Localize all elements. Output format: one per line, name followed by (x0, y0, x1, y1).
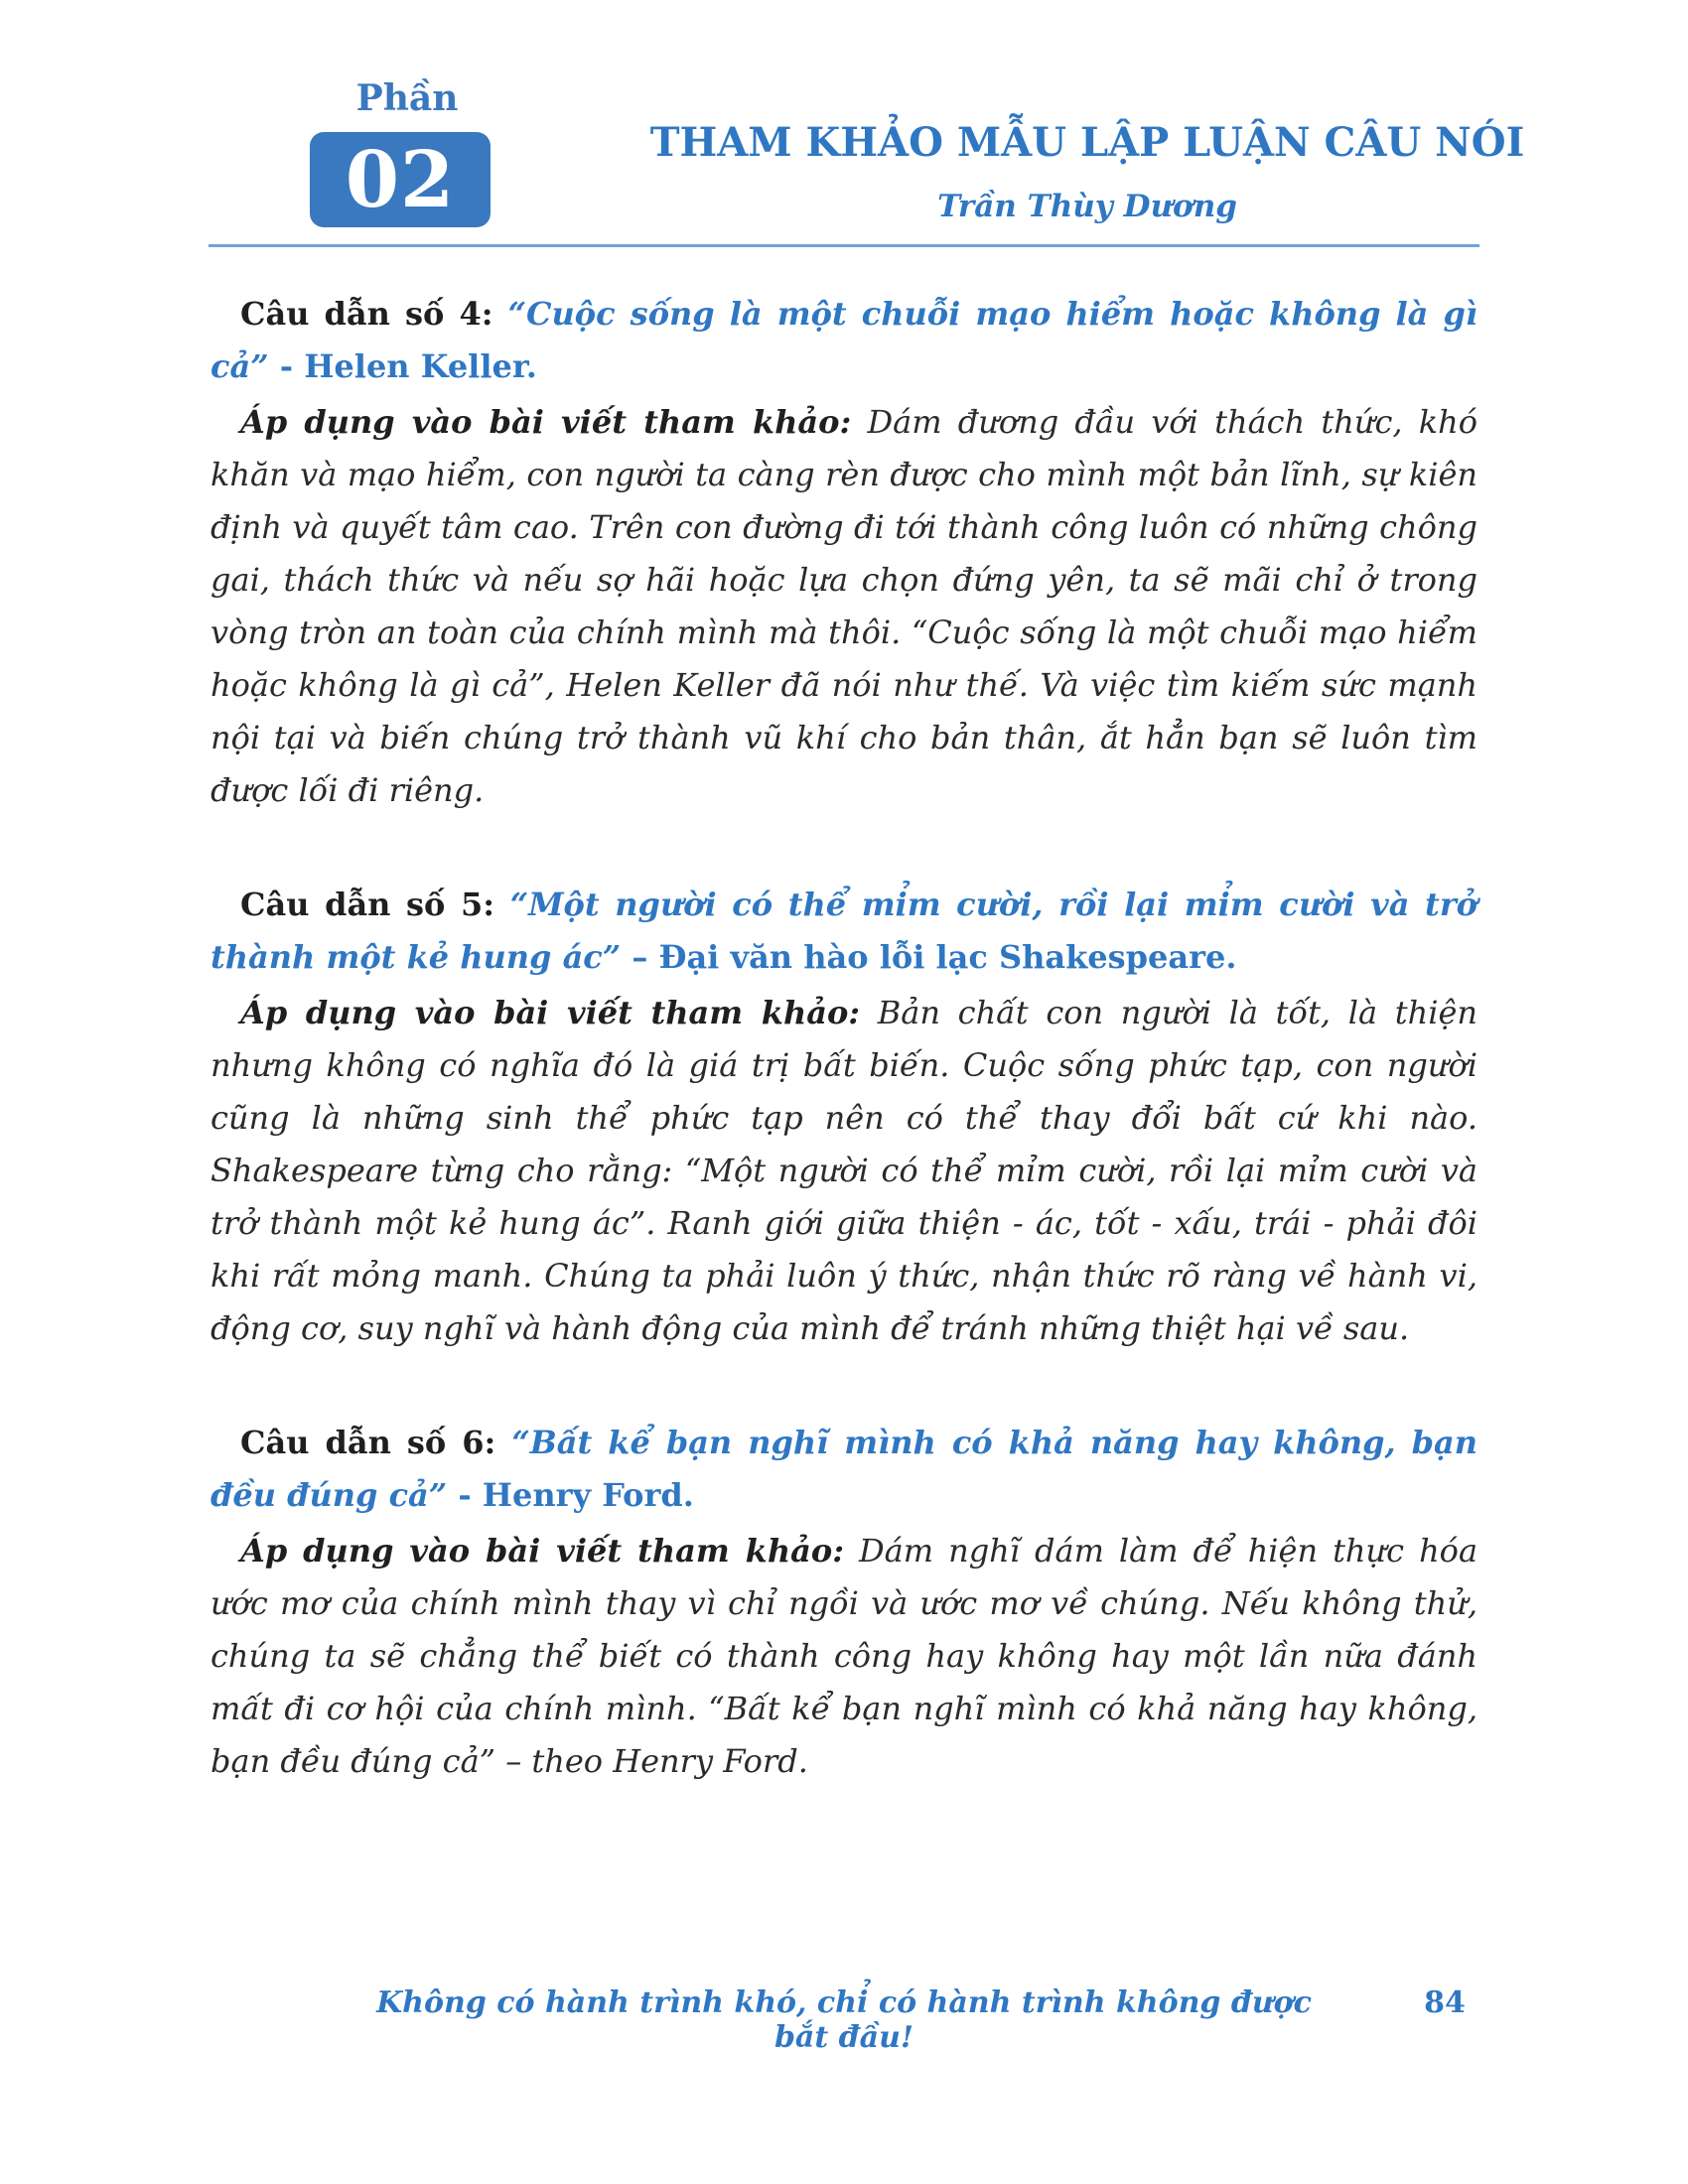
quote-section-5 (211, 879, 1477, 1355)
header-divider (209, 244, 1479, 247)
quote-section-6 (211, 1417, 1477, 1788)
quote-author: - Henry Ford. (458, 1476, 694, 1514)
application-paragraph (211, 987, 1477, 1355)
application-text: Dám nghĩ dám làm để hiện thực hóa ước mơ của chính mình thay vì chỉ ngồi và ước mơ về chúng. Nếu không thử, chúng ta sẽ chẳng thể biết có thành công hay không hay một lần nữa đánh mất đi cơ hội của chính mình. “Bất kể bạn nghĩ mình có khả năng hay không, bạn đều đúng cả” – theo Henry Ford. (211, 1532, 1478, 1780)
quote-section-4 (211, 288, 1477, 817)
application-label: Áp dụng vào bài viết tham khảo: (240, 994, 861, 1031)
application-label: Áp dụng vào bài viết tham khảo: (240, 1532, 845, 1570)
quote-heading (211, 288, 1477, 393)
quote-label: Câu dẫn số 5: (240, 886, 495, 923)
quote-author: – Đại văn hào lỗi lạc Shakespeare. (632, 938, 1237, 976)
application-text: Dám đương đầu với thách thức, khó khăn và mạo hiểm, con người ta càng rèn được cho mình một bản lĩnh, sự kiên định và quyết tâm cao. Trên con đường đi tới thành công luôn có những chông gai, thách thức và nếu sợ hãi hoặc lựa chọn đứng yên, ta sẽ mãi chỉ ở trong vòng tròn an toàn của chính mình mà thôi. “Cuộc sống là một chuỗi mạo hiểm hoặc không là gì cả”, Helen Keller đã nói như thế. Và việc tìm kiếm sức mạnh nội tại và biến chúng trở thành vũ khí cho bản thân, ắt hẳn bạn sẽ luôn tìm được lối đi riêng. (211, 403, 1478, 809)
quote-text: “Bất kể bạn nghĩ mình có khả năng hay không, bạn đều đúng cả” (211, 1424, 1478, 1514)
part-number-badge (310, 132, 491, 227)
part-label: Phần (355, 77, 459, 119)
main-content (211, 288, 1477, 1849)
quote-text: “Cuộc sống là một chuỗi mạo hiểm hoặc không là gì cả” (211, 295, 1478, 385)
page-number: 84 (1424, 1985, 1466, 2020)
page-title: THAM KHẢO MẪU LẬP LUẬN CÂU NÓI (649, 119, 1525, 166)
quote-text: “Một người có thể mỉm cười, rồi lại mỉm cười và trở thành một kẻ hung ác” (211, 886, 1478, 976)
part-number: 02 (345, 134, 456, 225)
page-author: Trần Thùy Dương (937, 189, 1237, 224)
quote-label: Câu dẫn số 4: (240, 295, 493, 333)
application-paragraph (211, 396, 1477, 817)
application-paragraph (211, 1525, 1477, 1788)
quote-heading (211, 879, 1477, 984)
application-label: Áp dụng vào bài viết tham khảo: (240, 403, 852, 441)
quote-label: Câu dẫn số 6: (240, 1424, 496, 1461)
quote-heading (211, 1417, 1477, 1522)
quote-author: - Helen Keller. (279, 347, 537, 385)
application-text: Bản chất con người là tốt, là thiện nhưng không có nghĩa đó là giá trị bất biến. Cuộc sống phức tạp, con người cũng là những sinh thể phức tạp nên có thể thay đổi bất cứ khi nào. Shakespeare từng cho rằng: “Một người có thể mỉm cười, rồi lại mỉm cười và trở thành một kẻ hung ác”. Ranh giới giữa thiện - ác, tốt - xấu, trái - phải đôi khi rất mỏng manh. Chúng ta phải luôn ý thức, nhận thức rõ ràng về hành vi, động cơ, suy nghĩ và hành động của mình để tránh những thiệt hại về sau. (211, 994, 1478, 1347)
footer-motto: Không có hành trình khó, chỉ có hành trình không được bắt đầu! (376, 1985, 1312, 2055)
